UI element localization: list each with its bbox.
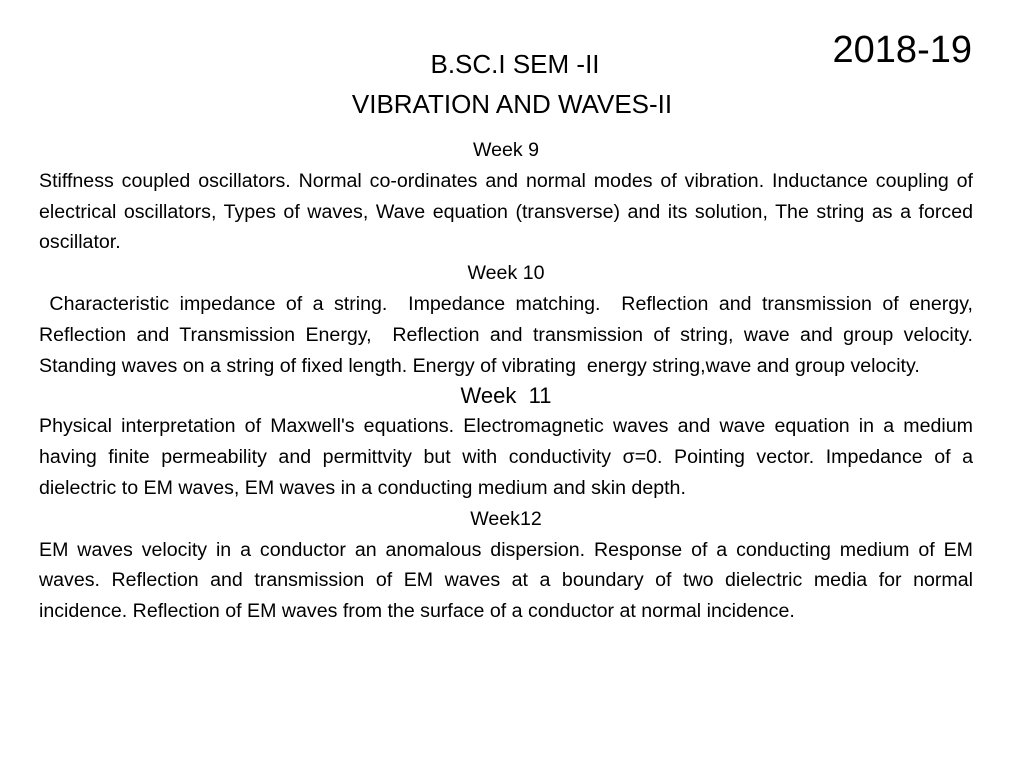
subject-title: VIBRATION AND WAVES-II xyxy=(351,89,673,119)
slide-title xyxy=(0,44,1024,124)
week-12-content: EM waves velocity in a conductor an anomalous dispersion. Response of a conducting medium of EM waves. Reflection and transmission of EM waves at a boundary of two dielectric media for normal incidence. Reflection of EM waves from the surface of a conductor at normal incidence. xyxy=(39,538,973,623)
week-11-content: Physical interpretation of Maxwell's equations. Electromagnetic waves and wave equation in a medium having finite permeability and permittvity but with conductivity σ=0. Pointing vector. Impedance of a dielectric to EM waves, EM waves in a conducting medium and skin depth. xyxy=(39,415,973,499)
week-10-heading: Week 10 xyxy=(467,262,545,285)
week-9-heading: Week 9 xyxy=(472,139,540,161)
week-12-heading: Week12 xyxy=(470,507,542,530)
week-11-heading: Week 11 xyxy=(460,383,552,409)
course-code-title: B.SC.I SEM -II xyxy=(430,49,600,79)
syllabus-body xyxy=(39,135,984,627)
week-9-content: Stiffness coupled oscillators. Normal co-ordinates and normal modes of vibration. Inductance coupling of electrical oscillators, Types of waves, Wave equation (transverse) and its solution, The string as a forced oscillator. xyxy=(39,169,973,254)
week-10-content: Characteristic impedance of a string. Impedance matching. Reflection and transmission of energy, Reflection and Transmission Energy, Reflection and transmission of string, wave and group velocity. Standing waves on a string of fixed length. Energy of vibrating energy string,wave and group velocity. xyxy=(39,292,984,377)
year-label: 2018-19 xyxy=(832,29,972,71)
